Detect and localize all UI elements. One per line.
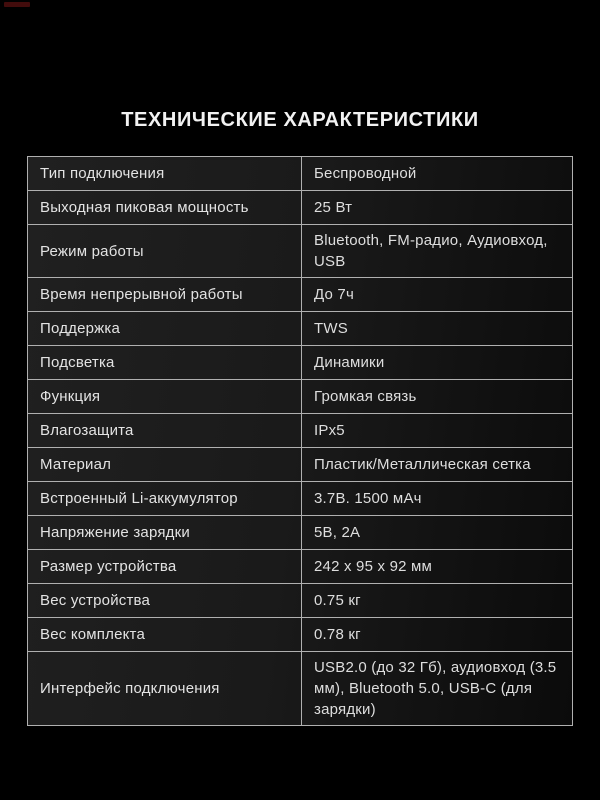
table-row xyxy=(28,583,572,617)
table-row xyxy=(28,277,572,311)
spec-label: Влагозащита xyxy=(28,414,302,447)
spec-label: Встроенный Li-аккумулятор xyxy=(28,482,302,515)
spec-label: Выходная пиковая мощность xyxy=(28,191,302,224)
spec-value: 0.78 кг xyxy=(314,626,361,643)
spec-label: Время непрерывной работы xyxy=(28,278,302,311)
spec-label: Функция xyxy=(28,380,302,413)
table-row xyxy=(28,481,572,515)
table-row xyxy=(28,224,572,277)
corner-red-mark xyxy=(4,2,30,7)
spec-label: Тип подключения xyxy=(28,157,302,190)
spec-label: Напряжение зарядки xyxy=(28,516,302,549)
spec-value: 242 x 95 x 92 мм xyxy=(314,558,433,575)
table-row xyxy=(28,617,572,651)
spec-label: Размер устройства xyxy=(28,550,302,583)
spec-value: Громкая связь xyxy=(314,388,417,405)
spec-label: Интерфейс подключения xyxy=(28,652,302,725)
table-row xyxy=(28,157,572,190)
spec-value: Bluetooth, FM-радио, Аудиовход, USB xyxy=(314,232,548,270)
spec-label: Материал xyxy=(28,448,302,481)
spec-value: USB2.0 (до 32 Гб), аудиовход (3.5 мм), Bluetooth 5.0, USB-C (для зарядки) xyxy=(314,659,557,718)
spec-value: Пластик/Металлическая сетка xyxy=(314,456,531,473)
spec-value: TWS xyxy=(314,320,348,337)
spec-value: IPx5 xyxy=(314,422,345,439)
spec-label: Режим работы xyxy=(28,225,302,277)
table-row xyxy=(28,345,572,379)
spec-value: 3.7В. 1500 мАч xyxy=(314,490,422,507)
spec-value: Динамики xyxy=(314,354,385,371)
table-row xyxy=(28,379,572,413)
table-row xyxy=(28,515,572,549)
spec-value: 0.75 кг xyxy=(314,592,361,609)
spec-value: Беспроводной xyxy=(314,165,417,182)
spec-value: 5В, 2А xyxy=(314,524,361,541)
spec-value: 25 Вт xyxy=(314,199,353,216)
table-row xyxy=(28,413,572,447)
spec-value: До 7ч xyxy=(314,286,354,303)
spec-label: Поддержка xyxy=(28,312,302,345)
table-row xyxy=(28,190,572,224)
spec-label: Вес устройства xyxy=(28,584,302,617)
page-title: ТЕХНИЧЕСКИЕ ХАРАКТЕРИСТИКИ xyxy=(121,109,479,131)
spec-table xyxy=(27,156,573,726)
spec-label: Вес комплекта xyxy=(28,618,302,651)
table-row xyxy=(28,447,572,481)
table-row xyxy=(28,549,572,583)
table-row xyxy=(28,311,572,345)
table-row xyxy=(28,651,572,725)
spec-label: Подсветка xyxy=(28,346,302,379)
